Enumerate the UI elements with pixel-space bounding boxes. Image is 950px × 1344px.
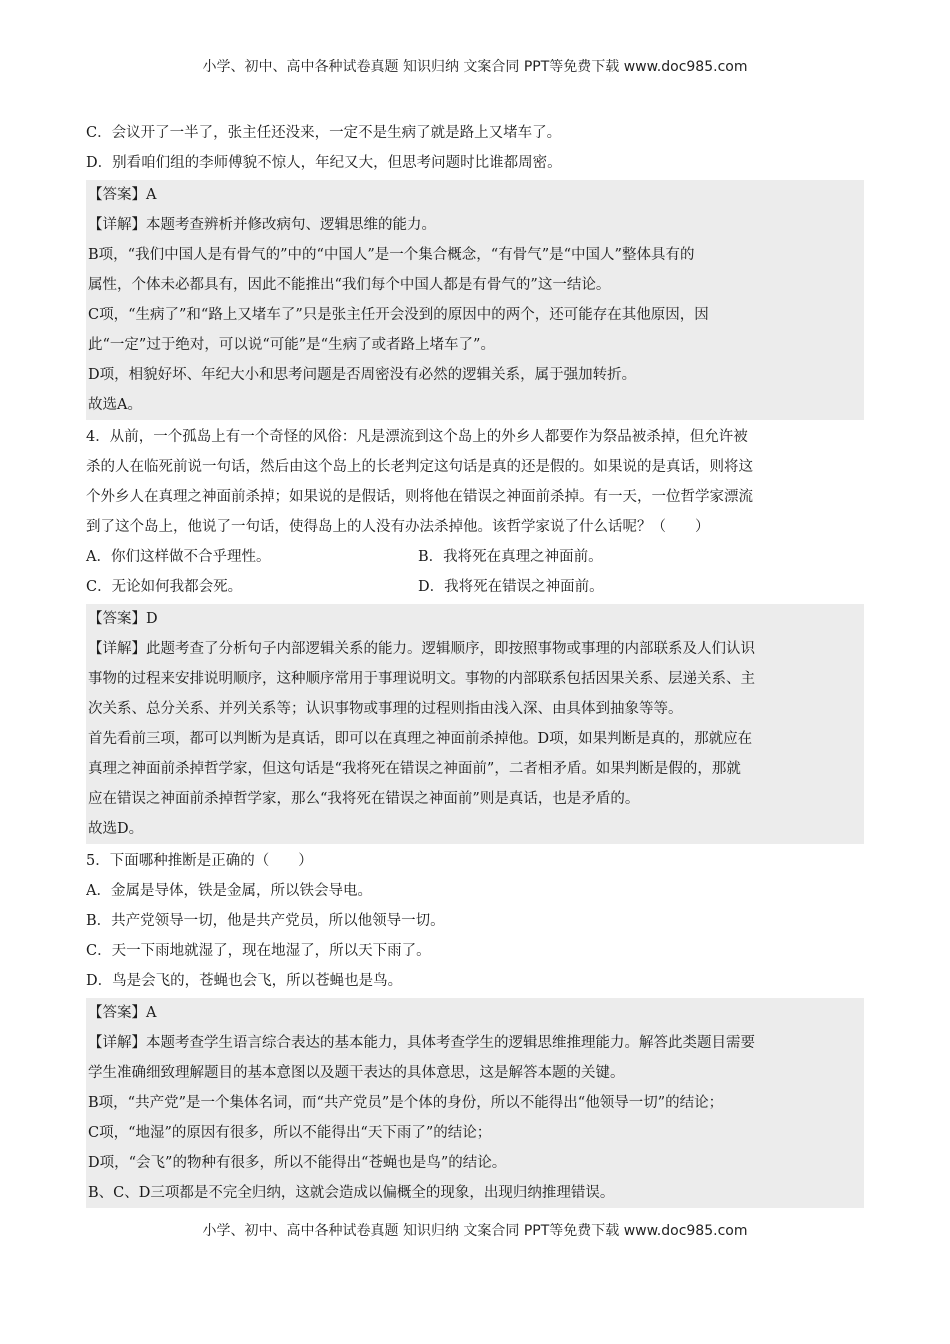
- q4-option-b: B．我将死在真理之神面前。: [418, 549, 603, 565]
- answer-line: D项，“会飞”的物种有很多，所以不能得出“苍蝇也是鸟”的结论。: [88, 1155, 507, 1171]
- answer-line: 故选D。: [88, 821, 144, 837]
- question-5-stem: 5．下面哪种推断是正确的（ ）: [86, 853, 313, 869]
- answer-block-q3: [86, 180, 864, 420]
- answer-line: B项，“共产党”是一个集体名词，而“共产党员”是个体的身份，所以不能得出“他领导一切”的结论；: [88, 1095, 724, 1111]
- answer-line: 真理之神面前杀掉哲学家，但这句话是“我将死在错误之神面前”，二者相矛盾。如果判断是假的，那就: [88, 761, 741, 777]
- answer-line: 事物的过程来安排说明顺序，这种顺序常用于事理说明文。事物的内部联系包括因果关系、层递关系、主: [88, 671, 755, 687]
- answer-line: 【详解】此题考查了分析句子内部逻辑关系的能力。逻辑顺序，即按照事物或事理的内部联系及人们认识: [88, 641, 755, 657]
- answer-line: B项，“我们中国人是有骨气的”中的“中国人”是一个集合概念，“有骨气”是“中国人”整体具有的: [88, 247, 695, 263]
- page-content: [86, 118, 864, 1210]
- q4-option-d: D．我将死在错误之神面前。: [418, 579, 604, 595]
- page-header: 小学、初中、高中各种试卷真题 知识归纳 文案合同 PPT等免费下载 www.doc985.com: [202, 59, 748, 75]
- answer-block-q4: [86, 604, 864, 844]
- answer-line: 【详解】本题考查学生语言综合表达的基本能力，具体考查学生的逻辑思维推理能力。解答此类题目需要: [88, 1035, 755, 1051]
- q5-option-d: D．鸟是会飞的，苍蝇也会飞，所以苍蝇也是鸟。: [86, 973, 403, 989]
- answer-line: B、C、D三项都是不完全归纳，这就会造成以偏概全的现象，出现归纳推理错误。: [88, 1185, 615, 1201]
- answer-line: 【答案】A: [88, 1005, 157, 1021]
- answer-line: 学生准确细致理解题目的基本意图以及题干表达的具体意思，这是解答本题的关键。: [88, 1065, 625, 1081]
- answer-line: C项，“地湿”的原因有很多，所以不能得出“天下雨了”的结论；: [88, 1125, 492, 1141]
- answer-line: 此“一定”过于绝对，可以说“可能”是“生病了或者路上堵车了”。: [88, 337, 495, 353]
- answer-line: C项，“生病了”和“路上又堵车了”只是张主任开会没到的原因中的两个，还可能存在其他原因，因: [88, 307, 709, 323]
- q4-option-a: A．你们这样做不合乎理性。: [86, 549, 271, 565]
- answer-line: D项，相貌好坏、年纪大小和思考问题是否周密没有必然的逻辑关系，属于强加转折。: [88, 367, 637, 383]
- option-line: C．会议开了一半了，张主任还没来，一定不是生病了就是路上又堵车了。: [86, 125, 562, 141]
- answer-line: 首先看前三项，都可以判断为是真话，即可以在真理之神面前杀掉他。D项，如果判断是真的，那就应在: [88, 731, 753, 747]
- answer-line: 【答案】A: [88, 187, 157, 203]
- q4-options-row-2: [86, 572, 864, 602]
- q5-option-c: C．天一下雨地就湿了，现在地湿了，所以天下雨了。: [86, 943, 431, 959]
- q5-option-b: B．共产党领导一切，他是共产党员，所以他领导一切。: [86, 913, 445, 929]
- q5-option-a: A．金属是导体，铁是金属，所以铁会导电。: [86, 883, 372, 899]
- question-4-line: 4．从前，一个孤岛上有一个奇怪的风俗：凡是漂流到这个岛上的外乡人都要作为祭品被杀掉，但允许被: [86, 429, 748, 445]
- page-footer: 小学、初中、高中各种试卷真题 知识归纳 文案合同 PPT等免费下载 www.doc985.com: [202, 1223, 748, 1239]
- option-line: D．别看咱们组的李师傅貌不惊人，年纪又大，但思考问题时比谁都周密。: [86, 155, 562, 171]
- answer-line: 次关系、总分关系、并列关系等；认识事物或事理的过程则指由浅入深、由具体到抽象等等。: [88, 701, 683, 717]
- q4-options-row-1: [86, 542, 864, 572]
- answer-line: 属性，个体未必都具有，因此不能推出“我们每个中国人都是有骨气的”这一结论。: [88, 277, 611, 293]
- answer-block-q5: [86, 998, 864, 1208]
- question-4-line: 杀的人在临死前说一句话，然后由这个岛上的长老判定这句话是真的还是假的。如果说的是真话，则将这: [86, 459, 753, 475]
- question-4-line: 到了这个岛上，他说了一句话，使得岛上的人没有办法杀掉他。该哲学家说了什么话呢？（ ）: [86, 519, 710, 535]
- q4-option-c: C．无论如何我都会死。: [86, 579, 243, 595]
- question-4-line: 个外乡人在真理之神面前杀掉；如果说的是假话，则将他在错误之神面前杀掉。有一天，一位哲学家漂流: [86, 489, 753, 505]
- answer-line: 应在错误之神面前杀掉哲学家，那么“我将死在错误之神面前”则是真话，也是矛盾的。: [88, 791, 640, 807]
- answer-line: 【答案】D: [88, 611, 158, 627]
- answer-line: 故选A。: [88, 397, 142, 413]
- answer-line: 【详解】本题考查辨析并修改病句、逻辑思维的能力。: [88, 217, 436, 233]
